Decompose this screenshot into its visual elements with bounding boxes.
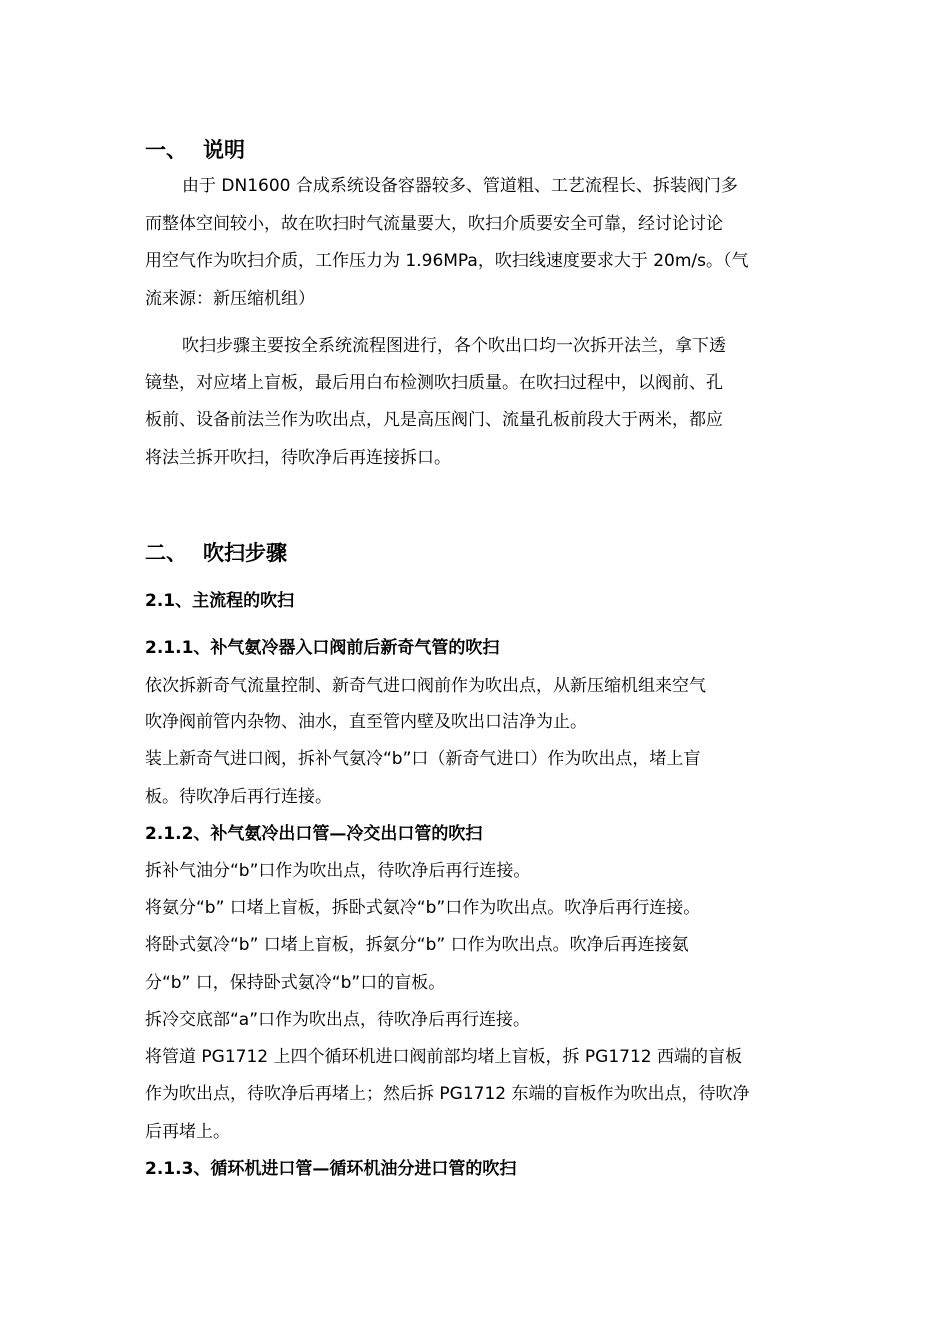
paragraph-line: 由于 DN1600 合成系统设备容器较多、管道粗、工艺流程长、拆装阀门多	[182, 176, 738, 196]
paragraph-line: 板。待吹净后再行连接。	[145, 787, 332, 807]
paragraph-line: 拆冷交底部“a”口作为吹出点，待吹净后再行连接。	[145, 1010, 531, 1030]
section-2-title: 吹扫步骤	[203, 541, 287, 565]
paragraph-line: 拆补气油分“b”口作为吹出点，待吹净后再行连接。	[145, 861, 531, 881]
subsection-2-1-heading: 2.1、主流程的吹扫	[145, 591, 295, 611]
paragraph-line: 而整体空间较小，故在吹扫时气流量要大，吹扫介质要安全可靠，经讨论讨论	[145, 214, 723, 234]
subsection-2-1-2-heading: 2.1.2、补气氨冷出口管—冷交出口管的吹扫	[145, 824, 483, 844]
paragraph-line: 将卧式氨冷“b” 口堵上盲板，拆氨分“b” 口作为吹出点。吹净后再连接氨	[145, 935, 689, 955]
paragraph-line: 用空气作为吹扫介质，工作压力为 1.96MPa，吹扫线速度要求大于 20m/s。（气	[145, 251, 749, 271]
paragraph-line: 板前、设备前法兰作为吹出点，凡是高压阀门、流量孔板前段大于两米，都应	[145, 410, 723, 430]
paragraph-line: 镜垫，对应堵上盲板，最后用白布检测吹扫质量。在吹扫过程中，以阀前、孔	[145, 373, 723, 393]
paragraph-line: 流来源：新压缩机组）	[145, 289, 315, 309]
subsection-2-1-1-heading: 2.1.1、补气氨冷器入口阀前后新奇气管的吹扫	[145, 638, 500, 658]
paragraph-line: 将管道 PG1712 上四个循环机进口阀前部均堵上盲板，拆 PG1712 西端的盲板	[145, 1047, 742, 1067]
paragraph-line: 作为吹出点，待吹净后再堵上；然后拆 PG1712 东端的盲板作为吹出点，待吹净	[145, 1084, 750, 1104]
section-1-title: 说明	[203, 138, 245, 162]
section-2-number: 二、	[145, 541, 187, 565]
paragraph-line: 后再堵上。	[145, 1122, 230, 1142]
section-2-heading	[145, 539, 287, 567]
section-1-number: 一、	[145, 138, 187, 162]
paragraph-line: 吹扫步骤主要按全系统流程图进行，各个吹出口均一次拆开法兰，拿下透	[182, 336, 726, 356]
paragraph-line: 吹净阀前管内杂物、油水，直至管内壁及吹出口洁净为止。	[145, 712, 587, 732]
section-1-heading	[145, 136, 245, 164]
paragraph-line: 将氨分“b” 口堵上盲板，拆卧式氨冷“b”口作为吹出点。吹净后再行连接。	[145, 898, 701, 918]
subsection-2-1-3-heading: 2.1.3、循环机进口管—循环机油分进口管的吹扫	[145, 1159, 517, 1179]
paragraph-line: 分“b” 口，保持卧式氨冷“b”口的盲板。	[145, 973, 446, 993]
paragraph-line: 依次拆新奇气流量控制、新奇气进口阀前作为吹出点，从新压缩机组来空气	[145, 676, 706, 696]
paragraph-line: 将法兰拆开吹扫，待吹净后再连接拆口。	[145, 448, 451, 468]
paragraph-line: 装上新奇气进口阀，拆补气氨冷“b”口（新奇气进口）作为吹出点，堵上盲	[145, 749, 701, 769]
